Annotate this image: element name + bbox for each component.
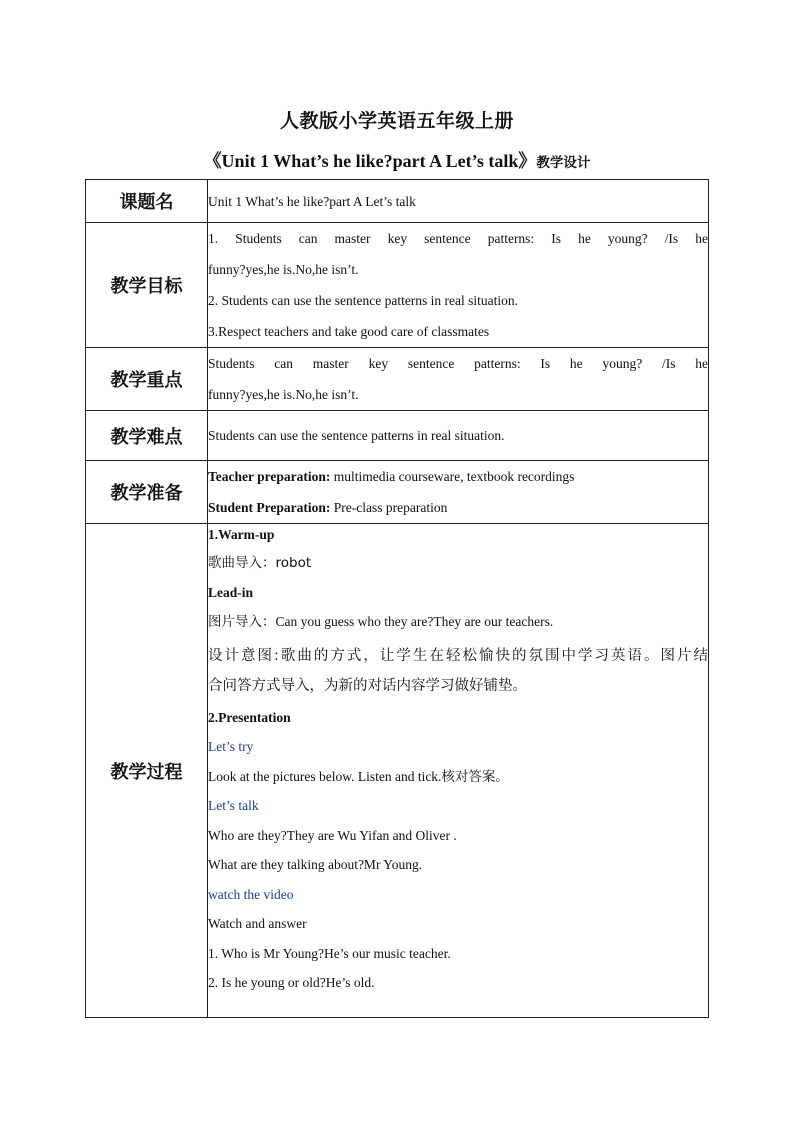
key-points-line-1: Students can master key sentence patterns: Is he young? /Is he	[208, 356, 708, 371]
process-intent-line-2: 合问答方式导入，为新的对话内容学习做好铺垫。	[208, 677, 527, 694]
key-points-label: 教学重点	[86, 348, 208, 411]
key-points-line-2: funny?yes,he is.No,he isn’t.	[208, 387, 359, 402]
subtitle-lesson: 《Unit 1 What’s he like?part A Let’s talk》	[203, 151, 537, 171]
process-presentation: 2.Presentation	[208, 709, 291, 725]
goals-label: 教学目标	[86, 223, 208, 348]
goals-line-4: 3.Respect teachers and take good care of classmates	[208, 324, 490, 339]
process-label: 教学过程	[86, 524, 208, 1018]
process-watch-answer: Watch and answer	[208, 916, 307, 931]
key-points-value	[208, 348, 709, 411]
topic-value	[208, 180, 709, 223]
row-topic	[86, 180, 709, 223]
process-intent-line-1: 设计意图:歌曲的方式，让学生在轻松愉快的氛围中学习英语。图片结	[208, 647, 708, 664]
row-preparation	[86, 461, 709, 524]
student-preparation	[208, 492, 708, 523]
teacher-preparation	[208, 461, 708, 492]
row-process	[86, 524, 709, 1018]
row-goals	[86, 223, 709, 348]
process-question-1: 1. Who is Mr Young?He’s our music teacher.	[208, 945, 451, 961]
preparation-label: 教学准备	[86, 461, 208, 524]
preparation-value	[208, 461, 709, 524]
process-question-2: 2. Is he young or old?He’s old.	[208, 975, 375, 990]
row-difficulties	[86, 411, 709, 461]
goals-line-2: funny?yes,he is.No,he isn’t.	[208, 262, 359, 277]
difficulties-label: 教学难点	[86, 411, 208, 461]
process-lets-try: Let’s try	[208, 739, 254, 754]
document-title: 人教版小学英语五年级上册	[279, 110, 514, 132]
subtitle-suffix: 教学设计	[536, 155, 591, 171]
goals-line-3: 2. Students can use the sentence patterns in real situation.	[208, 293, 519, 308]
lesson-plan-table	[85, 179, 709, 1018]
process-lets-talk: Let’s talk	[208, 798, 259, 813]
teacher-preparation-label: Teacher preparation:	[208, 469, 331, 484]
row-key-points	[86, 348, 709, 411]
goals-line-1: 1. Students can master key sentence patterns: Is he young? /Is he	[208, 231, 708, 246]
difficulties-text: Students can use the sentence patterns in real situation.	[208, 428, 505, 443]
student-preparation-label: Student Preparation:	[208, 500, 331, 515]
difficulties-value	[208, 411, 709, 461]
process-look: Look at the pictures below. Listen and tick.核对答案。	[208, 768, 509, 784]
topic-label: 课题名	[86, 180, 208, 223]
process-song	[208, 548, 708, 578]
document-subtitle	[0, 147, 794, 173]
process-warmup: 1.Warm-up	[208, 527, 275, 542]
process-who: Who are they?They are Wu Yifan and Oliver .	[208, 827, 457, 843]
process-song-text: 歌曲导入：robot	[208, 555, 312, 571]
process-watch-video: watch the video	[208, 886, 294, 902]
process-picture: 图片导入：Can you guess who they are?They are our teachers.	[208, 614, 554, 629]
topic-text: Unit 1 What’s he like?part A Let’s talk	[208, 193, 416, 209]
goals-value	[208, 223, 709, 348]
process-value	[208, 524, 709, 1018]
process-leadin: Lead-in	[208, 584, 254, 600]
student-preparation-value: Pre-class preparation	[330, 500, 448, 515]
teacher-preparation-value: multimedia courseware, textbook recordings	[330, 469, 575, 484]
process-what: What are they talking about?Mr Young.	[208, 857, 423, 872]
